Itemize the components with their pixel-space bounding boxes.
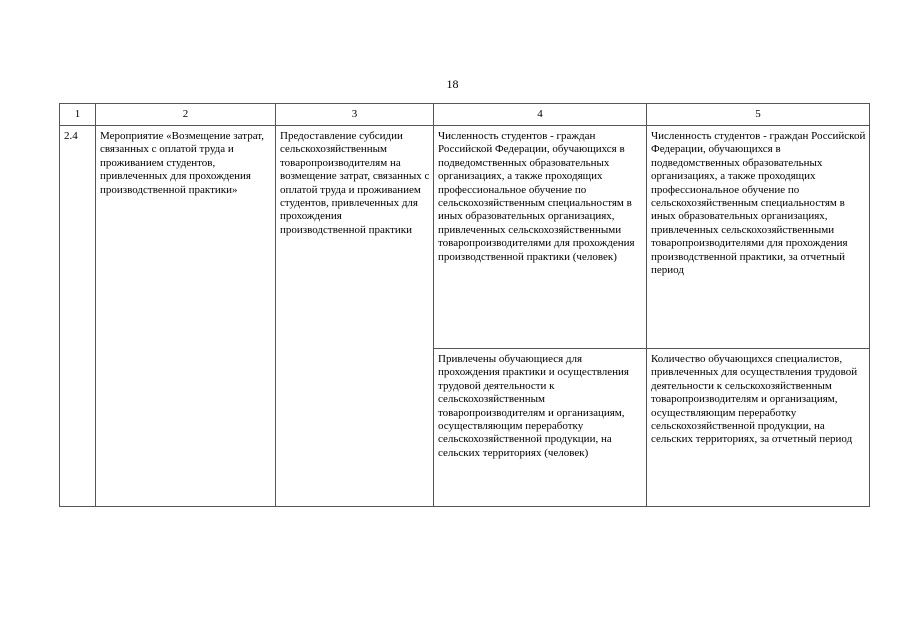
header-col-3: 3: [276, 104, 434, 126]
indicator-table: [59, 103, 870, 507]
description-cell: Предоставление субсидии сельскохозяйственным товаропроизводителям на возмещение затрат, связанных с оплатой труда и проживанием студентов, привлеченных для прохождения производственной практики: [276, 126, 434, 507]
header-col-1: 1: [60, 104, 96, 126]
table-row: [60, 126, 870, 349]
table-header: [60, 104, 870, 126]
row-number: 2.4: [60, 126, 96, 507]
table-body: [60, 126, 870, 507]
header-col-2: 2: [96, 104, 276, 126]
activity-cell: Мероприятие «Возмещение затрат, связанных с оплатой труда и проживанием студентов, привлеченных для прохождения производственной практики»: [96, 126, 276, 507]
page-number: 18: [446, 77, 459, 91]
indicator-1-name: Численность студентов - граждан Российской Федерации, обучающихся в подведомственных образовательных организациях, а также проходящих профессиональное обучение по сельскохозяйственным специальностям в иных образовательных организациях, привлеченных сельскохозяйственными товаропроизводителями для прохождения производственной практики (человек): [434, 126, 647, 349]
header-col-5: 5: [647, 104, 870, 126]
indicator-2-name: Привлечены обучающиеся для прохождения практики и осуществления трудовой деятельности к сельскохозяйственным товаропроизводителям и организациям, осуществляющим переработку сельскохозяйственной продукции, на сельских территориях (человек): [434, 349, 647, 507]
header-row: [60, 104, 870, 126]
header-col-4: 4: [434, 104, 647, 126]
indicator-1-definition: Численность студентов - граждан Российской Федерации, обучающихся в подведомственных образовательных организациях, а также проходящих профессиональное обучение по сельскохозяйственным специальностям в иных образовательных организациях, привлеченных сельскохозяйственными товаропроизводителями для прохождения производственной практики, за отчетный период: [647, 126, 870, 349]
indicator-2-definition: Количество обучающихся специалистов, привлеченных для осуществления трудовой деятельности к сельскохозяйственным товаропроизводителям и организациям, осуществляющим переработку сельскохозяйственной продукции, на сельских территориях, за отчетный период: [647, 349, 870, 507]
